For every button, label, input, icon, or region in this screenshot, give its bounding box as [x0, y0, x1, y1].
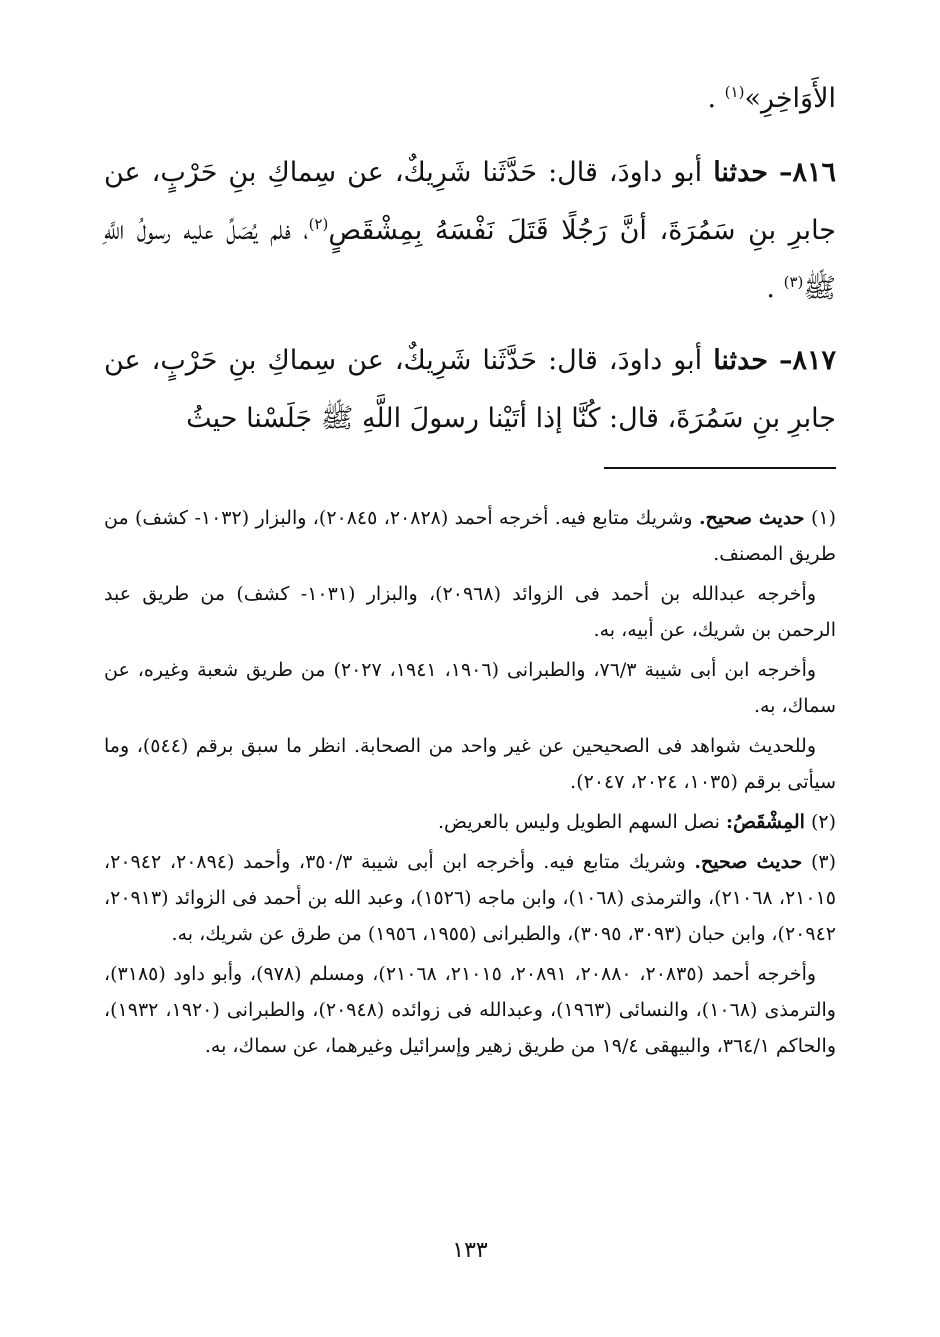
continuation-text: الأَوَاخِرِ»: [744, 83, 836, 114]
footnote-3: [104, 844, 836, 952]
footnote-1-paragraph-2: وأخرجه عبدالله بن أحمد فى الزوائد (٢٠٩٦٨)، والبزار (١٠٣١- كشف) من طريق عبد الرحمن بن شريك، عن أبيه، به.: [104, 583, 836, 641]
continuation-line: [104, 70, 836, 128]
hadith-end-816: .: [766, 273, 775, 304]
hadith-text-816-part1: أبو داودَ، قال: حَدَّثَنا شَرِيكٌ، عن سِماكِ بنِ حَرْبٍ، عن جابرِ بنِ سَمُرَةَ، أنَّ رَجُلًا قَتَلَ نَفْسَهُ بِمِشْقَصٍ: [104, 157, 836, 246]
hadith-817: [104, 332, 836, 448]
footnote-1-paragraph-3: وأخرجه ابن أبى شيبة ٧٦/٣، والطبرانى (١٩٠٦، ١٩٤١، ٢٠٢٧) من طريق شعبة وغيره، عن سماك، به.: [104, 659, 836, 717]
continuation-end: .: [707, 83, 717, 114]
footnote-2-term: المِشْقَصُ:: [725, 811, 805, 833]
hadith-text-816-part2: ، فلم يُصَلِّ عليه رسولُ اللَّهِ ﷺ: [104, 215, 836, 304]
footnote-1-marker: (١): [810, 507, 836, 529]
page-number: ١٣٣: [452, 1238, 488, 1263]
hadith-number-816: ٨١٦–: [778, 157, 836, 188]
hadith-lead-816: حدثنا: [713, 157, 768, 188]
footnote-2: [104, 804, 836, 840]
hadith-text-817: أبو داودَ، قال: حَدَّثَنا شَرِيكٌ، عن سِماكِ بنِ حَرْبٍ، عن جابرِ بنِ سَمُرَةَ، قال: كُنَّا إذا أتَيْنا رسولَ اللَّهِ ﷺ جَلَسْنا حيثُ: [104, 345, 836, 434]
hadith-lead-817: حدثنا: [713, 345, 768, 376]
footnote-2-text: نصل السهم الطويل وليس بالعريض.: [438, 811, 720, 833]
footnote-ref-3: (٣): [783, 273, 804, 291]
footnote-1-paragraph-4: وللحديث شواهد فى الصحيحين عن غير واحد من الصحابة. انظر ما سبق برقم (٥٤٤)، وما سيأتى برقم (١٠٣٥، ٢٠٢٤، ٢٠٤٧).: [104, 735, 836, 793]
footnote-1-text: وشريك متابع فيه. أخرجه أحمد (٢٠٨٢٨، ٢٠٨٤٥)، والبزار (١٠٣٢- كشف) من طريق المصنف.: [104, 507, 836, 565]
footnote-3-text: وشريك متابع فيه. وأخرجه ابن أبى شيبة ٣٥٠/٣، وأحمد (٢٠٨٩٤، ٢٠٩٤٢، ٢١٠١٥، ٢١٠٦٨)، والترمذى (١٠٦٨)، وابن ماجه (١٥٢٦)، وعبد الله بن أحمد فى الزوائد (٢٠٩١٣، ٢٠٩٤٢)، وابن حبان (٣٠٩٣، ٣٠٩٥)، والطبرانى (١٩٥٥، ١٩٥٦) من طرق عن شريك، به.: [104, 851, 836, 945]
footnote-1-grade: حديث صحيح.: [698, 507, 805, 529]
footnote-ref-1: (١): [724, 83, 745, 101]
hadith-816: [104, 144, 836, 318]
footnote-3-grade: حديث صحيح.: [694, 851, 803, 873]
footnote-ref-2: (٢): [308, 215, 329, 233]
footnotes: [104, 500, 836, 1068]
main-text: [104, 70, 836, 462]
hadith-number-817: ٨١٧–: [778, 345, 836, 376]
footnote-3-marker: (٣): [810, 851, 837, 873]
footnote-2-marker: (٢): [810, 811, 836, 833]
footnote-divider: [604, 467, 836, 469]
footnote-3-paragraph-2: وأخرجه أحمد (٢٠٨٣٥، ٢٠٨٨٠، ٢٠٨٩١، ٢١٠١٥، ٢١٠٦٨)، ومسلم (٩٧٨)، وأبو داود (٣١٨٥)، والترمذى (١٠٦٨)، والنسائى (١٩٦٣)، وعبدالله فى زوائده (٢٠٩٤٨)، والطبرانى (١٩٢٠، ١٩٣٢)، والحاكم ٣٦٤/١، والبيهقى ١٩/٤ من طريق زهير وإسرائيل وغيرهما، عن سماك، به.: [104, 963, 836, 1057]
footnote-1: [104, 500, 836, 572]
